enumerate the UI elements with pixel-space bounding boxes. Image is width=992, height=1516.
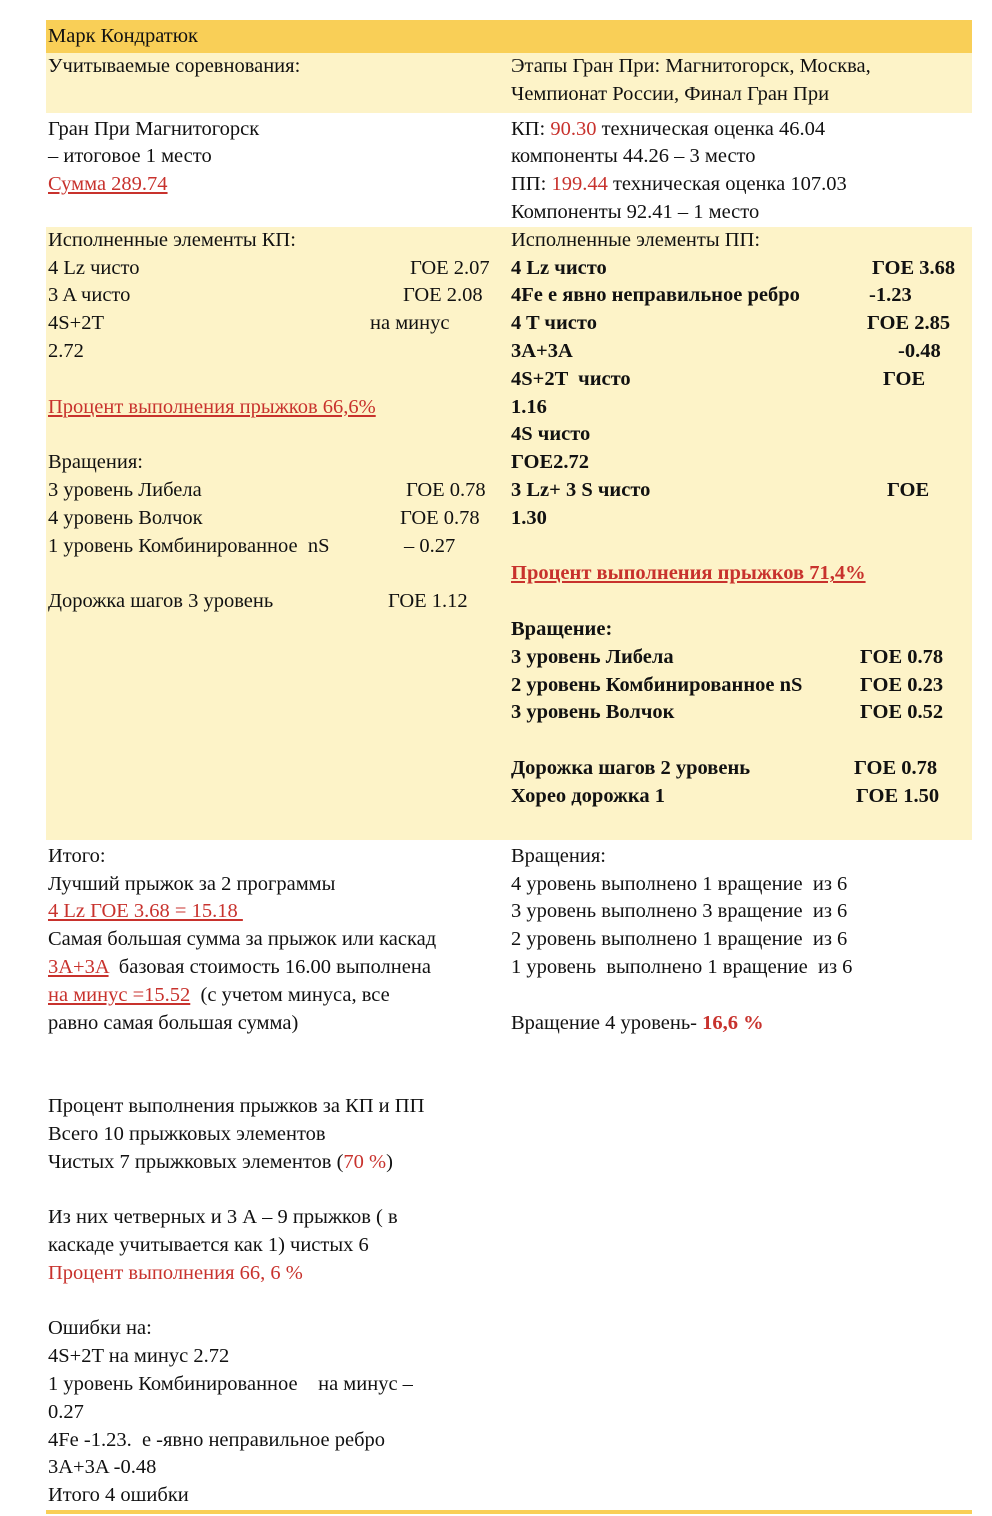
fs-score-line: ПП: 199.44 техническая оценка 107.03 [511,173,847,196]
jp-clean: Чистых 7 прыжковых элементов (70 %) [48,1150,393,1173]
fs-line-9: 3 Lz+ 3 S чисто ГОЕ [511,478,930,501]
sp-element-1: 4 Lz чисто ГОЕ 2.07 [48,256,490,279]
biggest-label: Самая большая сумма за прыжок или каскад [48,928,437,951]
competitions-value-1: Этапы Гран При: Магнитогорск, Москва, [511,55,871,77]
event-sum: Сумма 289.74 [48,173,168,196]
fs-score: 199.44 [551,173,608,196]
fs-line-3: 4 T чисто ГОЕ 2.85 [511,312,951,335]
fs-components: Компоненты 92.41 – 1 место [511,200,760,223]
event-row [46,113,972,227]
sp-components: компоненты 44.26 – 3 место [511,145,756,168]
errors-title: Ошибки на: [48,1317,152,1340]
error-6: Итого 4 ошибки [48,1484,189,1507]
elements-row [46,227,972,840]
quads-line-1: Из них четверных и 3 А – 9 прыжков ( в [48,1206,398,1229]
spins-summary-2: 3 уровень выполнено 3 вращение из 6 [511,900,848,923]
fs-line-7: 4S чисто [511,423,591,446]
bottom-border [46,1510,972,1514]
sp-element-2: 3 A чисто ГОЕ 2.08 [48,284,483,307]
fs-jump-percent: Процент выполнения прыжков 71,4% [511,562,866,585]
competitions-label: Учитываемые соревнования: [48,55,301,77]
sp-element-3: 4S+2T на минус [48,312,450,335]
spins-summary-4: 1 уровень выполнено 1 вращение из 6 [511,955,853,978]
error-3: 0.27 [48,1400,84,1423]
sp-score-line: КП: 90.30 техническая оценка 46.04 [511,117,826,140]
fs-spin-1: 3 уровень Либела ГОЕ 0.78 [511,645,944,668]
sp-elements [46,227,509,840]
quads-percent: Процент выполнения 66, 6 % [48,1261,303,1284]
fs-line-5: 4S+2T чисто ГОЕ [511,367,926,390]
fs-line-10: 1.30 [511,506,547,529]
sp-heading: Исполненные элементы КП: [48,228,296,251]
summary-left [46,843,509,1510]
error-5: 3A+3A -0.48 [48,1456,157,1479]
error-1: 4S+2T на минус 2.72 [48,1345,230,1368]
jp-title: Процент выполнения прыжков за КП и ПП [48,1094,425,1117]
spins-summary-title: Вращения: [511,844,606,867]
competitions-row [46,53,972,113]
quads-line-2: каскаде учитывается как 1) чистых 6 [48,1233,369,1256]
fs-choreo: Хорео дорожка 1 ГОЕ 1.50 [511,784,940,807]
fs-spins-heading: Вращение: [511,617,613,640]
sp-score: 90.30 [550,117,597,140]
fs-line-2: 4Fe е явно неправильное ребро -1.23 [511,284,912,307]
competitions-value-2: Чемпионат России, Финал Гран При [511,82,830,105]
spins-summary [509,843,972,1510]
fs-line-1: 4 Lz чисто ГОЕ 3.68 [511,256,956,279]
fs-elements [509,227,972,840]
summary-row [46,840,972,1510]
skater-name: Марк Кондратюк [48,25,199,47]
biggest-note: равно самая большая сумма) [48,1011,299,1034]
event-title: Гран При Магнитогорск [48,117,260,140]
sp-spin-3: 1 уровень Комбинированное nS – 0.27 [48,534,456,557]
error-2: 1 уровень Комбинированное на минус – [48,1372,413,1395]
fs-steps: Дорожка шагов 2 уровень ГОЕ 0.78 [511,756,938,779]
sp-steps: Дорожка шагов 3 уровень ГОЕ 1.12 [48,590,468,613]
best-jump-value: 4 Lz ГОЕ 3.68 = 15.18 [48,900,243,923]
sp-minus-value: 2.72 [48,339,84,362]
summary-title: Итого: [48,844,106,867]
fs-line-6: 1.16 [511,395,547,418]
biggest-minus-line: на минус =15.52 (с учетом минуса, все [48,983,390,1006]
fs-line-4: 3A+3A -0.48 [511,339,941,362]
fs-heading: Исполненные элементы ПП: [511,228,761,251]
spins-summary-1: 4 уровень выполнено 1 вращение из 6 [511,872,848,895]
event-place: – итоговое 1 место [48,145,212,168]
sp-spin-2: 4 уровень Волчок ГОЕ 0.78 [48,506,480,529]
fs-spin-2: 2 уровень Комбинированное nS ГОЕ 0.23 [511,673,944,696]
sp-spin-1: 3 уровень Либела ГОЕ 0.78 [48,478,486,501]
sp-jump-percent: Процент выполнения прыжков 66,6% [48,395,376,418]
error-4: 4Fe -1.23. е -явно неправильное ребро [48,1428,386,1451]
score-document [46,20,972,1510]
jp-total: Всего 10 прыжковых элементов [48,1122,326,1145]
spins-summary-3: 2 уровень выполнено 1 вращение из 6 [511,928,848,951]
fs-spin-3: 3 уровень Волчок ГОЕ 0.52 [511,701,944,724]
biggest-line: 3A+3A базовая стоимость 16.00 выполнена [48,955,431,978]
fs-line-8: ГОЕ2.72 [511,451,590,474]
sp-spins-heading: Вращения: [48,451,143,474]
spins-level4: Вращение 4 уровень- 16,6 % [511,1011,764,1034]
header-row [46,20,972,53]
best-jump-label: Лучший прыжок за 2 программы [48,872,336,895]
